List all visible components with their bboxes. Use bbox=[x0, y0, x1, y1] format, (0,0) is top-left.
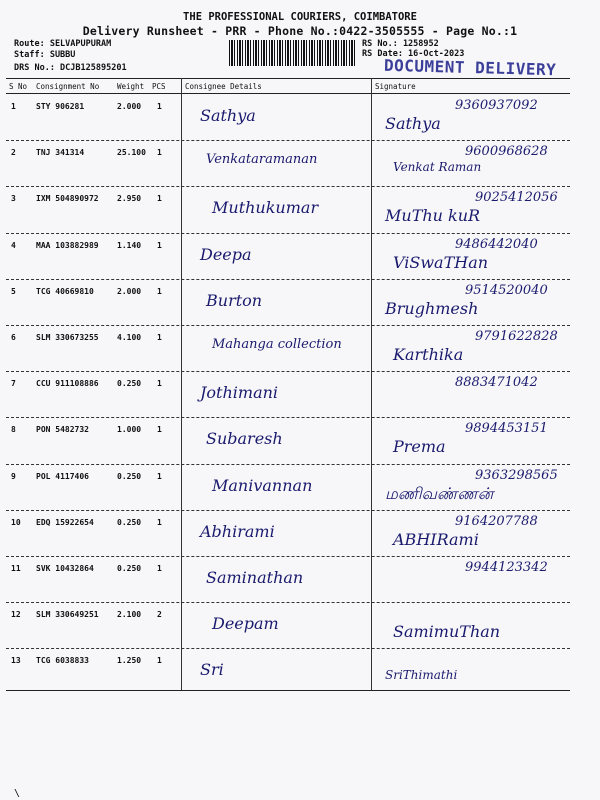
serial-number: 9 bbox=[11, 471, 16, 481]
weight-value: 2.950 bbox=[117, 194, 142, 204]
consignment-number: SLM 330649251 bbox=[36, 610, 99, 620]
col-header-consignment: Consignment No bbox=[36, 82, 100, 91]
serial-number: 5 bbox=[11, 286, 16, 296]
pcs-value: 1 bbox=[157, 425, 162, 435]
table-bottom-rule bbox=[6, 690, 570, 691]
weight-value: 25.100 bbox=[117, 148, 146, 158]
consignee-name: Mahanga collection bbox=[212, 337, 342, 352]
row-separator bbox=[6, 279, 570, 280]
consignment-number: POL 4117406 bbox=[36, 471, 89, 481]
serial-number: 7 bbox=[11, 379, 16, 389]
weight-value: 0.250 bbox=[117, 564, 142, 573]
weight-value: 2.000 bbox=[117, 286, 142, 296]
handwritten-phone: 9360937092 bbox=[455, 98, 538, 113]
row-separator bbox=[6, 602, 570, 603]
handwritten-phone: 9894453151 bbox=[465, 421, 548, 437]
consignment-number: TCG 40669810 bbox=[36, 286, 94, 296]
company-title: THE PROFESSIONAL COURIERS, COIMBATORE bbox=[183, 11, 417, 23]
consignment-number: STY 906281 bbox=[36, 102, 85, 111]
handwritten-phone: 9791622828 bbox=[475, 329, 558, 344]
route-label: Route: SELVAPUPURAM bbox=[14, 39, 112, 49]
signature: ViSwaTHan bbox=[393, 252, 489, 272]
weight-value: 0.250 bbox=[117, 517, 142, 527]
runsheet-subtitle: Delivery Runsheet - PRR - Phone No.:0422-3505555 - Page No.:1 bbox=[82, 24, 518, 38]
rs-number: RS No.: 1258952 bbox=[362, 39, 439, 49]
pcs-value: 1 bbox=[157, 194, 162, 204]
signature: SamimuThan bbox=[393, 622, 501, 642]
serial-number: 13 bbox=[11, 656, 21, 666]
row-separator bbox=[6, 510, 570, 511]
pcs-value: 1 bbox=[157, 564, 162, 573]
serial-number: 2 bbox=[11, 148, 16, 158]
row-separator bbox=[6, 464, 570, 465]
consignee-name: Muthukumar bbox=[212, 198, 319, 218]
col-header-signature: Signature bbox=[375, 82, 416, 91]
signature: Sathya bbox=[385, 114, 441, 133]
handwritten-phone: 9944123342 bbox=[465, 560, 548, 575]
weight-value: 1.140 bbox=[117, 240, 142, 250]
header-top-rule bbox=[6, 78, 570, 79]
serial-number: 11 bbox=[11, 564, 21, 573]
weight-value: 0.250 bbox=[117, 471, 142, 481]
pcs-value: 1 bbox=[157, 148, 162, 158]
signature: Brughmesh bbox=[385, 298, 479, 318]
consignment-number: MAA 103882989 bbox=[36, 240, 99, 250]
col-header-sno: S No bbox=[9, 82, 28, 91]
handwritten-phone: 9514520040 bbox=[465, 282, 548, 298]
pcs-value: 1 bbox=[157, 102, 162, 111]
consignment-number: TCG 6038833 bbox=[36, 656, 89, 666]
serial-number: 8 bbox=[11, 425, 16, 435]
consignee-name: Jothimani bbox=[200, 383, 279, 403]
weight-value: 1.250 bbox=[117, 656, 142, 666]
consignment-number: TNJ 341314 bbox=[36, 148, 85, 158]
pcs-value: 2 bbox=[157, 610, 162, 620]
column-divider bbox=[181, 78, 182, 690]
consignment-number: SLM 330673255 bbox=[36, 333, 99, 342]
signature: மணிவண்ணன் bbox=[385, 483, 494, 503]
consignment-number: IXM 504890972 bbox=[36, 194, 99, 204]
consignee-name: Deepa bbox=[200, 244, 252, 264]
consignment-number: PON 5482732 bbox=[36, 425, 89, 435]
signature: MuThu kuR bbox=[385, 206, 481, 226]
pcs-value: 1 bbox=[157, 379, 162, 389]
rs-date: RS Date: 16-Oct-2023 bbox=[362, 49, 465, 59]
weight-value: 0.250 bbox=[117, 379, 142, 389]
col-header-weight: Weight bbox=[117, 82, 145, 91]
signature: SriThimathi bbox=[385, 668, 458, 683]
pcs-value: 1 bbox=[157, 286, 162, 296]
row-separator bbox=[6, 417, 570, 418]
row-separator bbox=[6, 371, 570, 372]
consignee-name: Subaresh bbox=[206, 429, 283, 449]
handwritten-phone: 9486442040 bbox=[455, 236, 538, 252]
pcs-value: 1 bbox=[157, 471, 162, 481]
consignee-name: Saminathan bbox=[206, 568, 304, 587]
document-delivery-stamp: DOCUMENT DELIVERY bbox=[383, 55, 557, 80]
signature: Karthika bbox=[393, 345, 464, 364]
serial-number: 4 bbox=[11, 240, 16, 250]
handwritten-phone: 9025412056 bbox=[475, 190, 558, 206]
consignment-number: EDQ 15922654 bbox=[36, 517, 94, 527]
signature: Venkat Raman bbox=[393, 160, 482, 175]
row-separator bbox=[6, 233, 570, 234]
serial-number: 10 bbox=[11, 517, 21, 527]
pcs-value: 1 bbox=[157, 517, 162, 527]
pcs-value: 1 bbox=[157, 656, 162, 666]
consignee-name: Deepam bbox=[212, 614, 279, 634]
row-separator bbox=[6, 140, 570, 141]
column-divider bbox=[371, 78, 372, 690]
scan-mark: \ bbox=[14, 788, 21, 799]
col-header-consignee: Consignee Details bbox=[185, 82, 262, 91]
drs-number: DRS No.: DCJB125895201 bbox=[14, 63, 127, 73]
signature: Prema bbox=[393, 437, 446, 457]
consignee-name: Abhirami bbox=[200, 521, 275, 541]
col-header-pcs: PCS bbox=[152, 82, 166, 91]
consignment-number: SVK 10432864 bbox=[36, 564, 94, 573]
row-separator bbox=[6, 648, 570, 649]
row-separator bbox=[6, 556, 570, 557]
consignee-name: Sri bbox=[200, 660, 224, 680]
signature: ABHIRami bbox=[393, 529, 479, 549]
pcs-value: 1 bbox=[157, 240, 162, 250]
weight-value: 4.100 bbox=[117, 333, 142, 342]
weight-value: 2.000 bbox=[117, 102, 142, 111]
pcs-value: 1 bbox=[157, 333, 162, 342]
serial-number: 1 bbox=[11, 102, 16, 111]
consignee-name: Sathya bbox=[200, 106, 256, 125]
row-separator bbox=[6, 186, 570, 187]
staff-label: Staff: SUBBU bbox=[14, 50, 76, 60]
weight-value: 1.000 bbox=[117, 425, 142, 435]
consignee-name: Manivannan bbox=[212, 475, 313, 495]
weight-value: 2.100 bbox=[117, 610, 142, 620]
handwritten-phone: 9600968628 bbox=[465, 144, 548, 160]
consignee-name: Burton bbox=[206, 290, 263, 310]
barcode bbox=[229, 40, 355, 66]
row-separator bbox=[6, 325, 570, 326]
consignee-name: Venkataramanan bbox=[206, 152, 318, 168]
header-bottom-rule bbox=[6, 93, 570, 94]
handwritten-phone: 8883471042 bbox=[455, 375, 538, 391]
consignment-number: CCU 911108886 bbox=[36, 379, 99, 389]
handwritten-phone: 9363298565 bbox=[475, 467, 558, 483]
serial-number: 3 bbox=[11, 194, 16, 204]
handwritten-phone: 9164207788 bbox=[455, 513, 538, 529]
serial-number: 6 bbox=[11, 333, 16, 342]
serial-number: 12 bbox=[11, 610, 21, 620]
